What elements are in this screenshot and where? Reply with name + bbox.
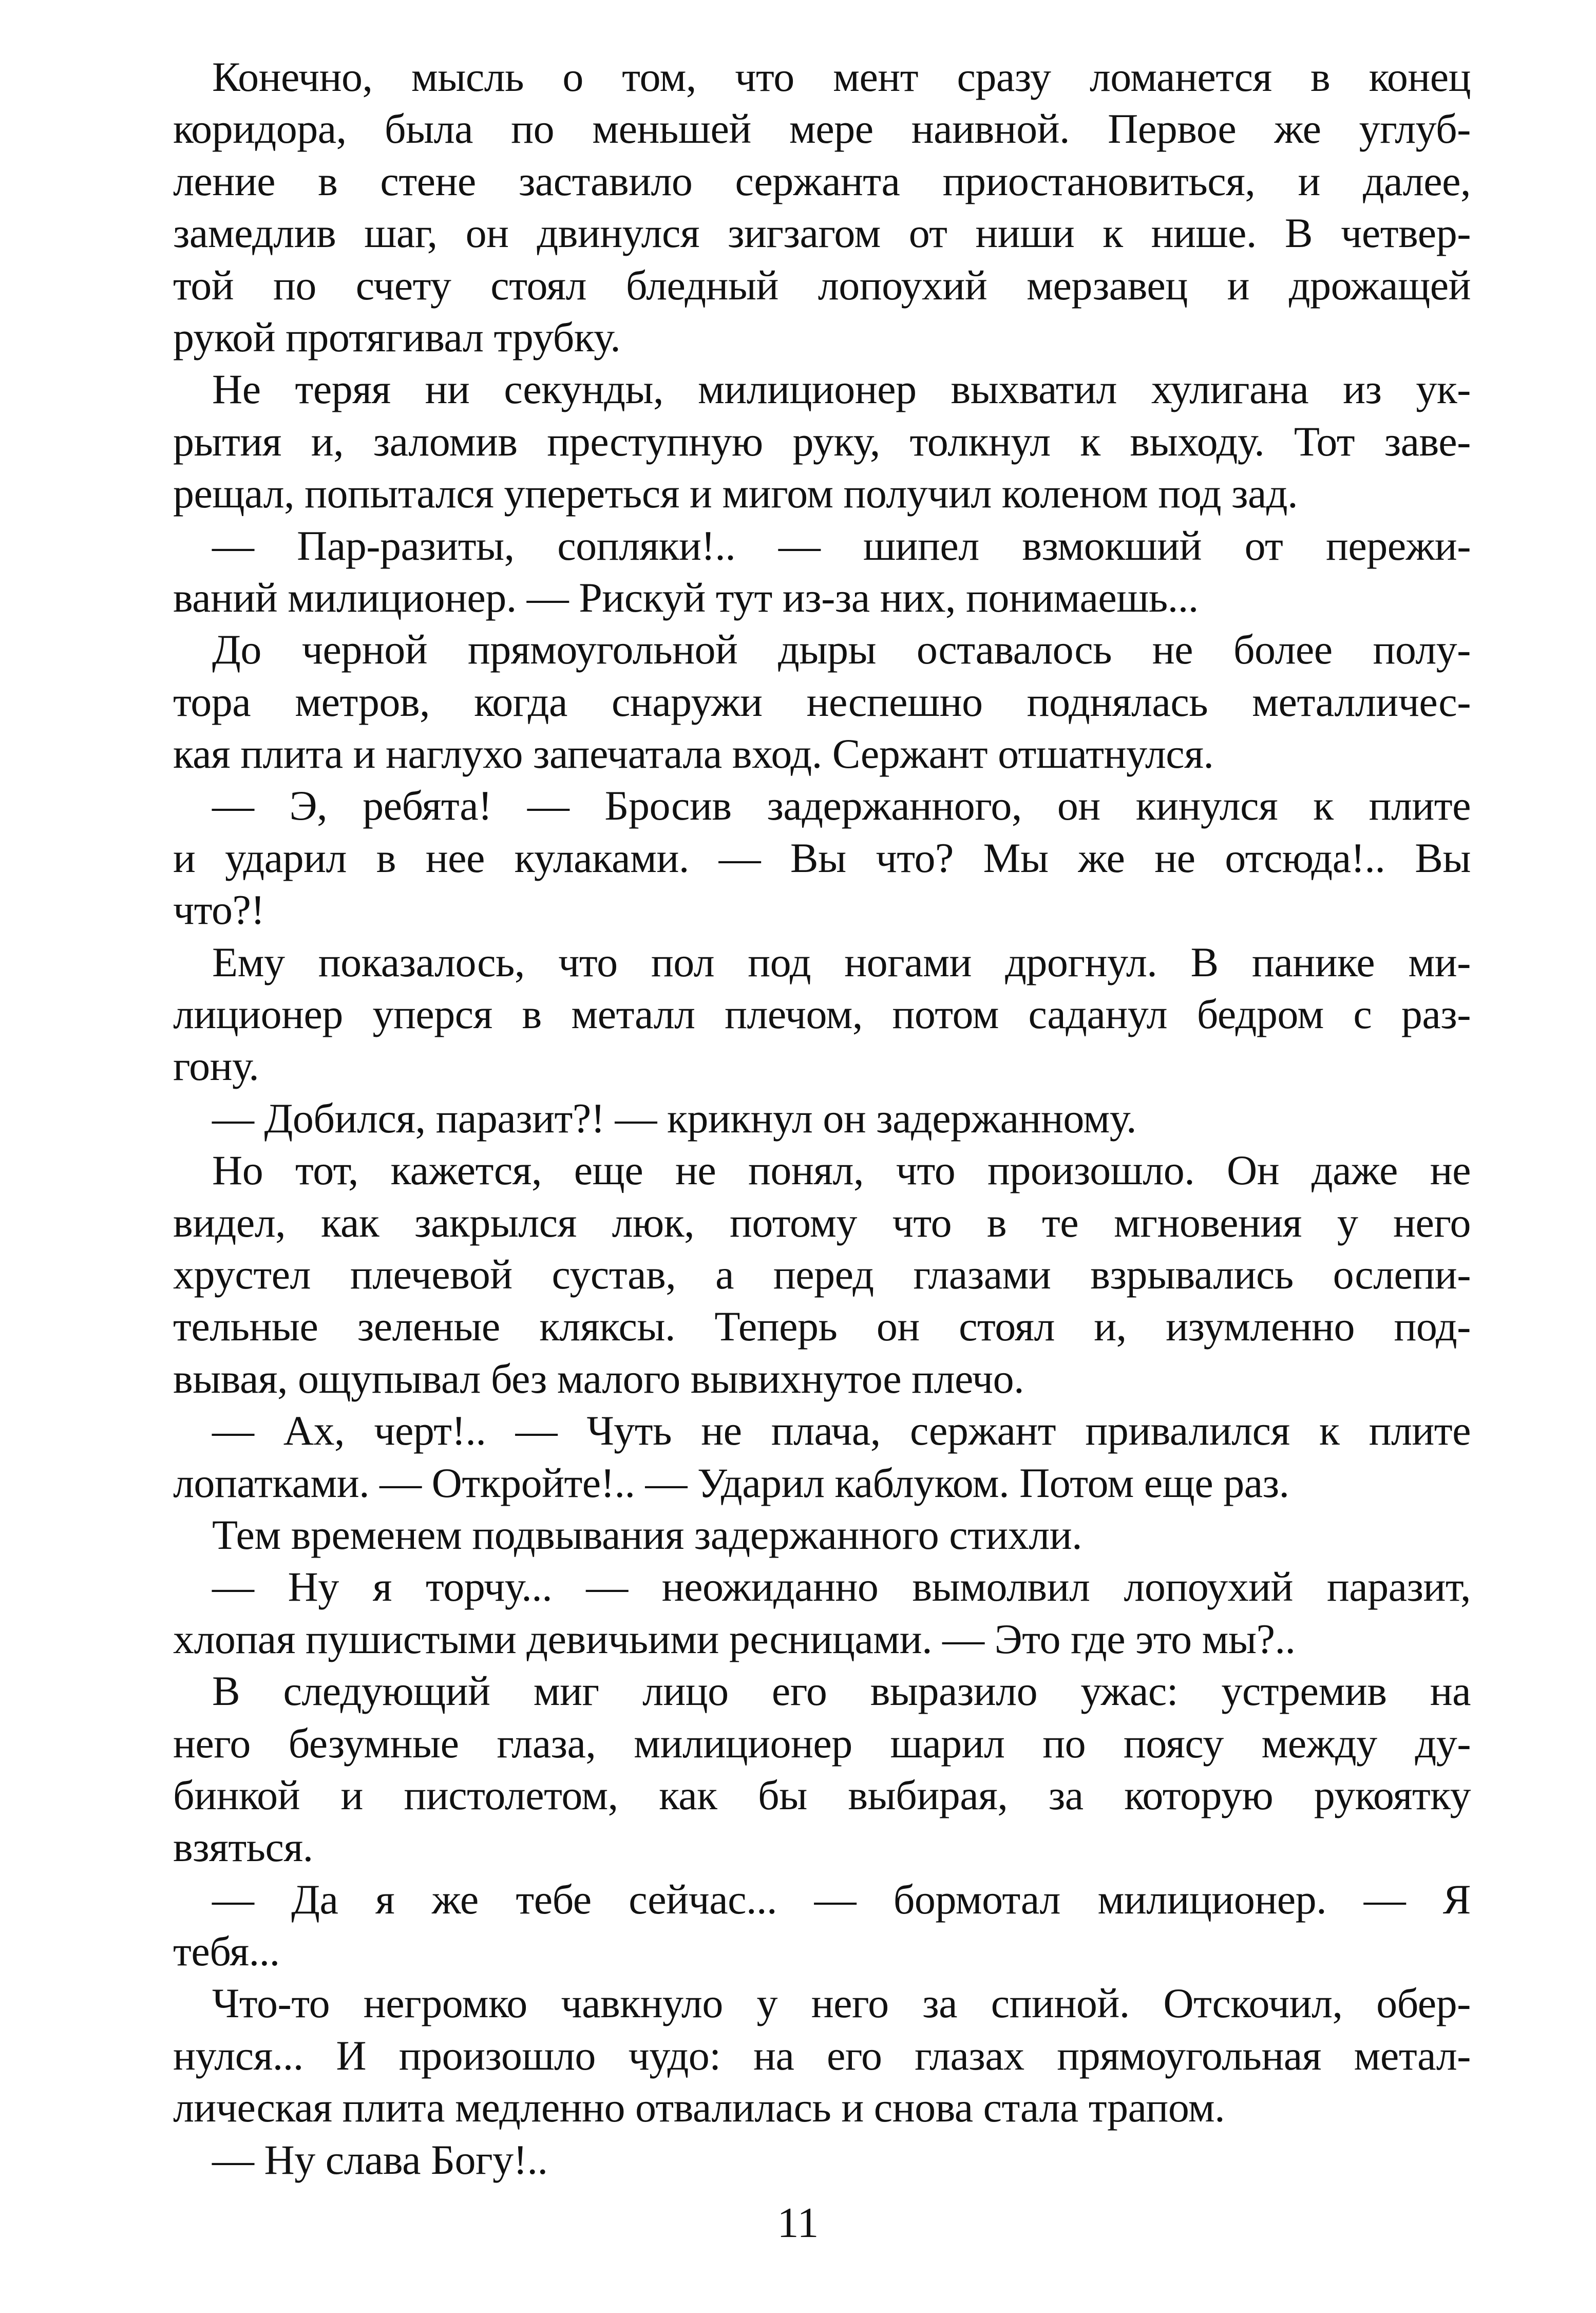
text-line: взяться.: [173, 1824, 313, 1871]
paragraph: [173, 1561, 1471, 1665]
text-line: До черной прямоугольной дыры оставалось не более полу-: [212, 626, 1471, 673]
text-line: — Э, ребята! — Бросив задержанного, он кинулся к плите: [212, 782, 1471, 829]
paragraph: [173, 1665, 1471, 1873]
paragraph: [173, 51, 1471, 363]
text-line: тора метров, когда снаружи неспешно поднялась металличес-: [173, 678, 1471, 725]
text-line: — Ах, черт!.. — Чуть не плача, сержант привалился к плите: [212, 1407, 1471, 1454]
text-line: Конечно, мысль о том, что мент сразу ломанется в конец: [212, 53, 1471, 100]
text-line: лиционер уперся в металл плечом, потом саданул бедром с раз-: [173, 991, 1471, 1038]
text-line: тебя...: [173, 1928, 280, 1975]
text-line: Тем временем подвывания задержанного стихли.: [212, 1511, 1082, 1558]
paragraph: [173, 1405, 1471, 1509]
page-number: 11: [777, 2199, 819, 2247]
text-line: коридора, была по меньшей мере наивной. Первое же углуб-: [173, 105, 1471, 153]
text-line: тельные зеленые кляксы. Теперь он стоял и, изумленно под-: [173, 1303, 1471, 1350]
text-line: лопатками. — Откройте!.. — Ударил каблуком. Потом еще раз.: [173, 1459, 1289, 1506]
text-line: хлопая пушистыми девичьими ресницами. — Это где это мы?..: [173, 1615, 1296, 1662]
text-line: рытия и, заломив преступную руку, толкнул к выходу. Тот заве-: [173, 418, 1471, 465]
paragraph: [173, 1509, 1471, 1561]
text-line: нулся... И произошло чудо: на его глазах прямоугольная метал-: [173, 2032, 1471, 2079]
text-line: лическая плита медленно отвалилась и снова стала трапом.: [173, 2084, 1225, 2131]
paragraph: [173, 1977, 1471, 2133]
text-line: что?!: [173, 886, 265, 934]
text-line: рещал, попытался упереться и мигом получил коленом под зад.: [173, 470, 1298, 517]
text-line: хрустел плечевой сустав, а перед глазами взрывались ослепи-: [173, 1250, 1471, 1298]
text-line: него безумные глаза, милиционер шарил по поясу между ду-: [173, 1719, 1471, 1767]
text-line: Не теряя ни секунды, милиционер выхватил хулигана из ук-: [212, 366, 1471, 413]
paragraph: [173, 2134, 1471, 2186]
paragraph: [173, 780, 1471, 936]
text-line: замедлив шаг, он двинулся зигзагом от ниши к нише. В четвер-: [173, 210, 1471, 257]
text-line: вывая, ощупывал без малого вывихнутое плечо.: [173, 1355, 1024, 1402]
paragraph: [173, 1144, 1471, 1405]
text-line: — Да я же тебе сейчас... — бормотал милиционер. — Я: [212, 1875, 1471, 1923]
paragraph: [173, 623, 1471, 780]
text-line: гону.: [173, 1042, 259, 1090]
text-line: Ему показалось, что пол под ногами дрогнул. В панике ми-: [212, 938, 1471, 985]
text-line: — Ну слава Богу!..: [212, 2136, 548, 2183]
text-line: бинкой и пистолетом, как бы выбирая, за которую рукоятку: [173, 1771, 1471, 1818]
text-line: — Ну я торчу... — неожиданно вымолвил лопоухий паразит,: [212, 1563, 1471, 1610]
text-line: ление в стене заставило сержанта приостановиться, и далее,: [173, 157, 1471, 204]
body-text: [173, 51, 1471, 2186]
text-line: той по счету стоял бледный лопоухий мерзавец и дрожащей: [173, 261, 1471, 309]
text-line: кая плита и наглухо запечатала вход. Сержант отшатнулся.: [173, 730, 1214, 778]
text-line: В следующий миг лицо его выразило ужас: устремив на: [212, 1667, 1471, 1715]
paragraph: [173, 363, 1471, 519]
paragraph: [173, 936, 1471, 1092]
text-line: — Пар-разиты, сопляки!.. — шипел взмокший от пережи-: [212, 522, 1471, 569]
text-line: Что-то негромко чавкнуло у него за спиной. Отскочил, обер-: [212, 1980, 1471, 2027]
text-line: и ударил в нее кулаками. — Вы что? Мы же не отсюда!.. Вы: [173, 834, 1471, 881]
text-line: ваний милиционер. — Рискуй тут из-за них, понимаешь...: [173, 574, 1199, 621]
text-line: Но тот, кажется, еще не понял, что произошло. Он даже не: [212, 1147, 1471, 1194]
paragraph: [173, 1873, 1471, 1978]
text-line: видел, как закрылся люк, потому что в те мгновения у него: [173, 1199, 1471, 1246]
text-line: рукой протягивал трубку.: [173, 313, 621, 361]
paragraph: [173, 1092, 1471, 1144]
paragraph: [173, 520, 1471, 624]
text-line: — Добился, паразит?! — крикнул он задержанному.: [212, 1094, 1137, 1142]
